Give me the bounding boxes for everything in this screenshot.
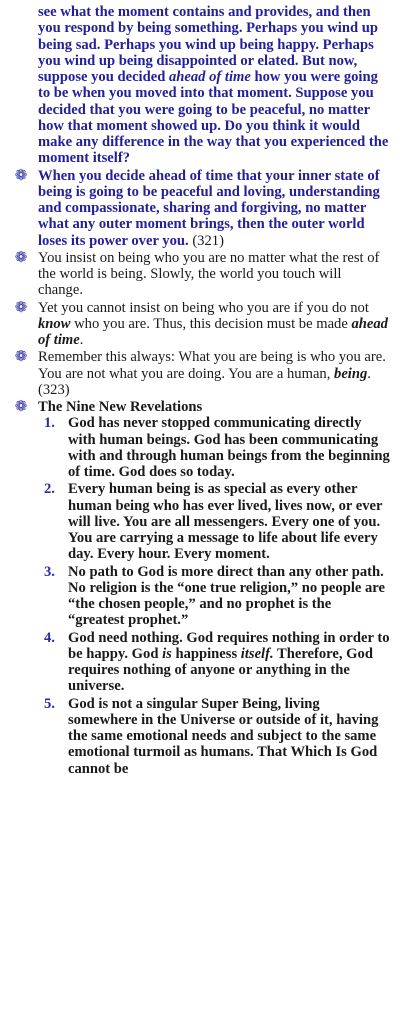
list-item <box>38 415 390 480</box>
bullet-paragraph-1 <box>12 168 390 249</box>
bullet-3-text: Yet you cannot insist on being who you are if you do not <box>38 299 369 316</box>
item-text-end: Therefore, God requires nothing of anyone or anything in the universe. <box>68 645 373 695</box>
list-item <box>38 696 390 777</box>
flower-bullet-icon: ❁ <box>14 167 28 184</box>
bullet-1-ref: (321) <box>188 232 224 249</box>
bullet-4-text: Remember this always: What you are being is who you are. You are not what you are doing. You are a human, <box>38 349 386 382</box>
intro-text-cont: how you were going to be when you moved into that moment. Suppose you decided that you were going to be peaceful, no matter how that moment showed up. Do you think it would make any difference in the way that you experienced the moment itself? <box>38 69 389 167</box>
item-number: 5. <box>44 695 55 712</box>
item-emphasis: is <box>162 645 172 662</box>
bullet-1-text: When you decide ahead of time that your inner state of being is going to be peaceful and loving, understanding and compassionate, sharing and forgiving, no matter what any outer moment brings, then the outer world loses its power over you. <box>38 167 380 249</box>
list-item <box>38 564 390 629</box>
item-number: 4. <box>44 629 55 646</box>
list-item <box>38 481 390 562</box>
bullet-3-emphasis: know <box>38 315 71 332</box>
bullet-3-emphasis-2: ahead of time <box>38 315 388 348</box>
item-emphasis-2: itself. <box>240 645 274 662</box>
bullet-3-text-end: . <box>79 332 84 348</box>
item-number: 3. <box>44 563 55 580</box>
item-text: God is not a singular Super Being, living somewhere in the Universe or outside of it, having the same emotional needs and subject to the same emotional turmoil as humans. That Which Is God cannot be <box>68 695 379 777</box>
intro-paragraph <box>38 4 390 167</box>
item-text-cont: happiness <box>171 645 241 662</box>
item-number: 2. <box>44 481 55 498</box>
flower-bullet-icon: ❁ <box>14 399 28 415</box>
intro-emphasis: ahead of time <box>168 69 251 85</box>
revelations-section <box>12 399 390 415</box>
item-text: Every human being is as special as every other human being who has ever lived, lives now, or ever will live. You are all messengers. Every one of you. You are carrying a message to life about life every day. Every hour. Every moment. <box>68 481 383 563</box>
item-text: God has never stopped communicating directly with human beings. God has been communicating with and through human beings from the beginning of time. God does so today. <box>68 415 390 480</box>
bullet-paragraph-2 <box>12 250 390 299</box>
intro-text: see what the moment contains and provides, and then you respond by being something. Perhaps you wind up being sad. Perhaps you wind up being happy. Perhaps you wind up being disappointed or elated. But now, suppose you decided <box>38 4 378 85</box>
bullet-2-text: You insist on being who you are no matter what the rest of the world is being. Slowly, the world you touch will change. <box>38 249 380 299</box>
bullet-paragraph-4 <box>12 349 390 398</box>
item-text: God need nothing. God requires nothing in order to be happy. God <box>68 629 390 662</box>
flower-bullet-icon: ❁ <box>14 349 28 366</box>
item-text: No path to God is more direct than any other path. No religion is the “one true religion,” no people are “the chosen people,” and no prophet is the “greatest prophet.” <box>68 563 385 629</box>
item-number: 1. <box>44 415 55 432</box>
bullet-3-text-cont: who you are. Thus, this decision must be made <box>70 315 352 332</box>
revelations-list <box>12 415 390 777</box>
flower-bullet-icon: ❁ <box>14 249 28 266</box>
list-item <box>38 630 390 695</box>
flower-bullet-icon: ❁ <box>14 299 28 316</box>
bullet-4-text-end: . (323) <box>38 365 371 398</box>
bullet-paragraph-3 <box>12 300 390 349</box>
revelations-heading: The Nine New Revelations <box>38 399 203 415</box>
bullet-4-emphasis: being <box>334 365 368 382</box>
